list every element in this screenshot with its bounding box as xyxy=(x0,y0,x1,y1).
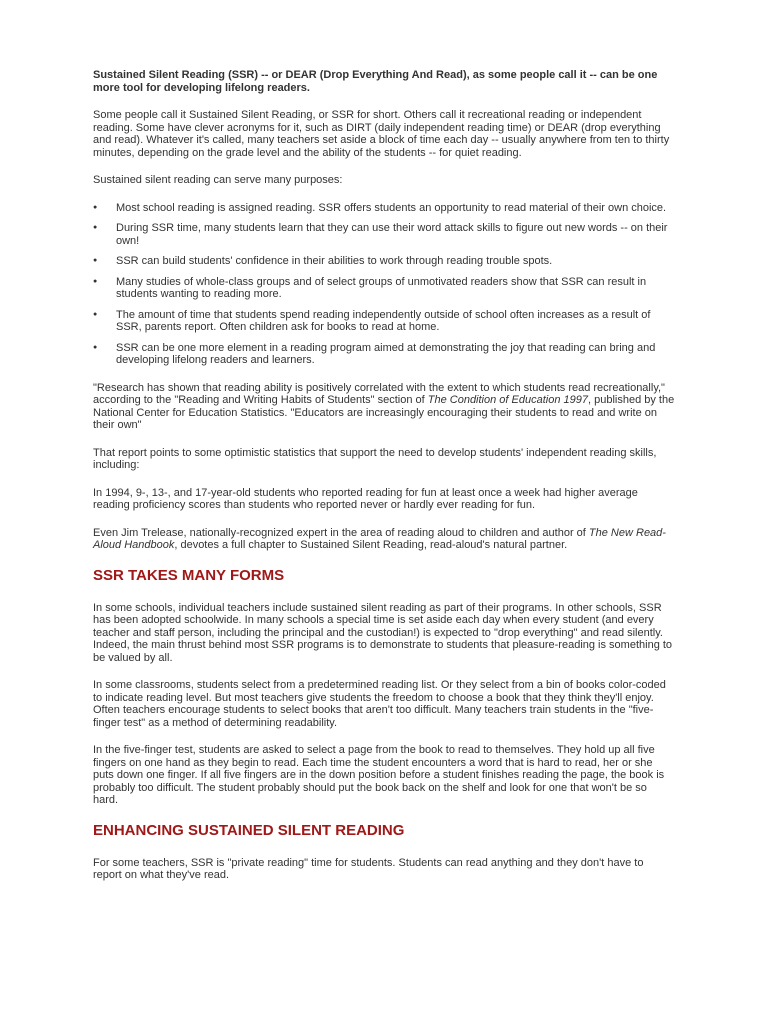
quote-text-start: "Research has shown that reading ability is positively correlated with the extent to which students read recreationally," according to the "Reading and Writing Habits of Students" section of xyxy=(93,381,665,406)
trelease-text-start: Even Jim Trelease, nationally-recognized expert in the area of reading aloud to children and author of xyxy=(93,526,589,539)
trelease-text-end: , devotes a full chapter to Sustained Silent Reading, read-aloud's natural partner. xyxy=(174,539,568,551)
paragraph-private-reading: For some teachers, SSR is "private reading" time for students. Students can read anything and they don't have to report on what they've read. xyxy=(93,856,644,881)
paragraph-report-statistics: That report points to some optimistic statistics that support the need to develop students' independent reading skills, including: xyxy=(93,446,657,471)
list-item: ● SSR can be one more element in a reading program aimed at demonstrating the joy that reading can bring and developing lifelong readers and learners. xyxy=(93,342,675,367)
list-item: ● The amount of time that students spend reading independently outside of school often increases as a result of SSR, parents report. Often children ask for books to read at home. xyxy=(93,309,675,334)
intro-paragraph: Sustained Silent Reading (SSR) -- or DEAR (Drop Everything And Read), as some people call it -- can be one more tool for developing lifelong readers. xyxy=(93,69,658,94)
paragraph-five-finger-test: In the five-finger test, students are asked to select a page from the book to read to themselves. They hold up all five fingers on one hand as they begin to read. Each time the student encounters a word that is hard to read, her or she puts down one finger. If all five fingers are in the down position before a student finishes reading the page, the book is probably too difficult. The student probably should put the book back on the shelf and look for one that won't be so hard. xyxy=(93,744,665,806)
paragraph-purposes-lead: Sustained silent reading can serve many purposes: xyxy=(93,174,343,186)
list-item: ● SSR can build students' confidence in their abilities to work through reading trouble spots. xyxy=(93,255,675,268)
section-heading-enhancing-ssr: ENHANCING SUSTAINED SILENT READING xyxy=(93,821,405,839)
paragraph-1994-statistic: In 1994, 9-, 13-, and 17-year-old students who reported reading for fun at least once a week had higher average reading proficiency scores than students who reported never or hardly ever reading for fun. xyxy=(93,486,638,511)
list-item: ● Many studies of whole-class groups and of select groups of unmotivated readers show that SSR can result in students wanting to reading more. xyxy=(93,276,675,301)
list-item: ● During SSR time, many students learn that they can use their word attack skills to figure out new words -- on their own! xyxy=(93,222,675,247)
paragraph-trelease xyxy=(93,527,675,552)
paragraph-ssr-names: Some people call it Sustained Silent Reading, or SSR for short. Others call it recreational reading or independent reading. Some have clever acronyms for it, such as DIRT (daily independent reading time) or DEAR (drop everything and read). Whatever it's called, many teachers set aside a block of time each day -- usually anywhere from ten to thirty minutes, depending on the grade level and the ability of the students -- for quiet reading. xyxy=(93,109,670,159)
paragraph-research-quote xyxy=(93,382,675,432)
section-heading-ssr-forms: SSR TAKES MANY FORMS xyxy=(93,566,285,584)
paragraph-reading-list: In some classrooms, students select from a predetermined reading list. Or they select from a bin of books color-coded to indicate reading level. But most teachers give students the freedom to choose a book that they think they'll enjoy. Often teachers encourage students to select books that aren't too difficult. Many teachers train students in the "five-finger test" as a method of determining readability. xyxy=(93,679,666,729)
quote-text-end: , published by the National Center for Education Statistics. "Educators are increasingly encouraging their students to read and write on their own" xyxy=(93,394,675,431)
purposes-list xyxy=(93,202,675,367)
list-item: ● Most school reading is assigned reading. SSR offers students an opportunity to read material of their own choice. xyxy=(93,202,675,215)
book-title: The New Read-Aloud Handbook xyxy=(93,526,666,551)
report-title: The Condition of Education 1997 xyxy=(427,394,588,406)
paragraph-schoolwide: In some schools, individual teachers include sustained silent reading as part of their programs. In other schools, SSR has been adopted schoolwide. In many schools a special time is set aside each day when every student (and every teacher and staff person, including the principal and the custodian!) is expected to "drop everything" and read silently. Indeed, the main thrust behind most SSR programs is to demonstrate to students that pleasure-reading is something to be valued by all. xyxy=(93,601,673,664)
